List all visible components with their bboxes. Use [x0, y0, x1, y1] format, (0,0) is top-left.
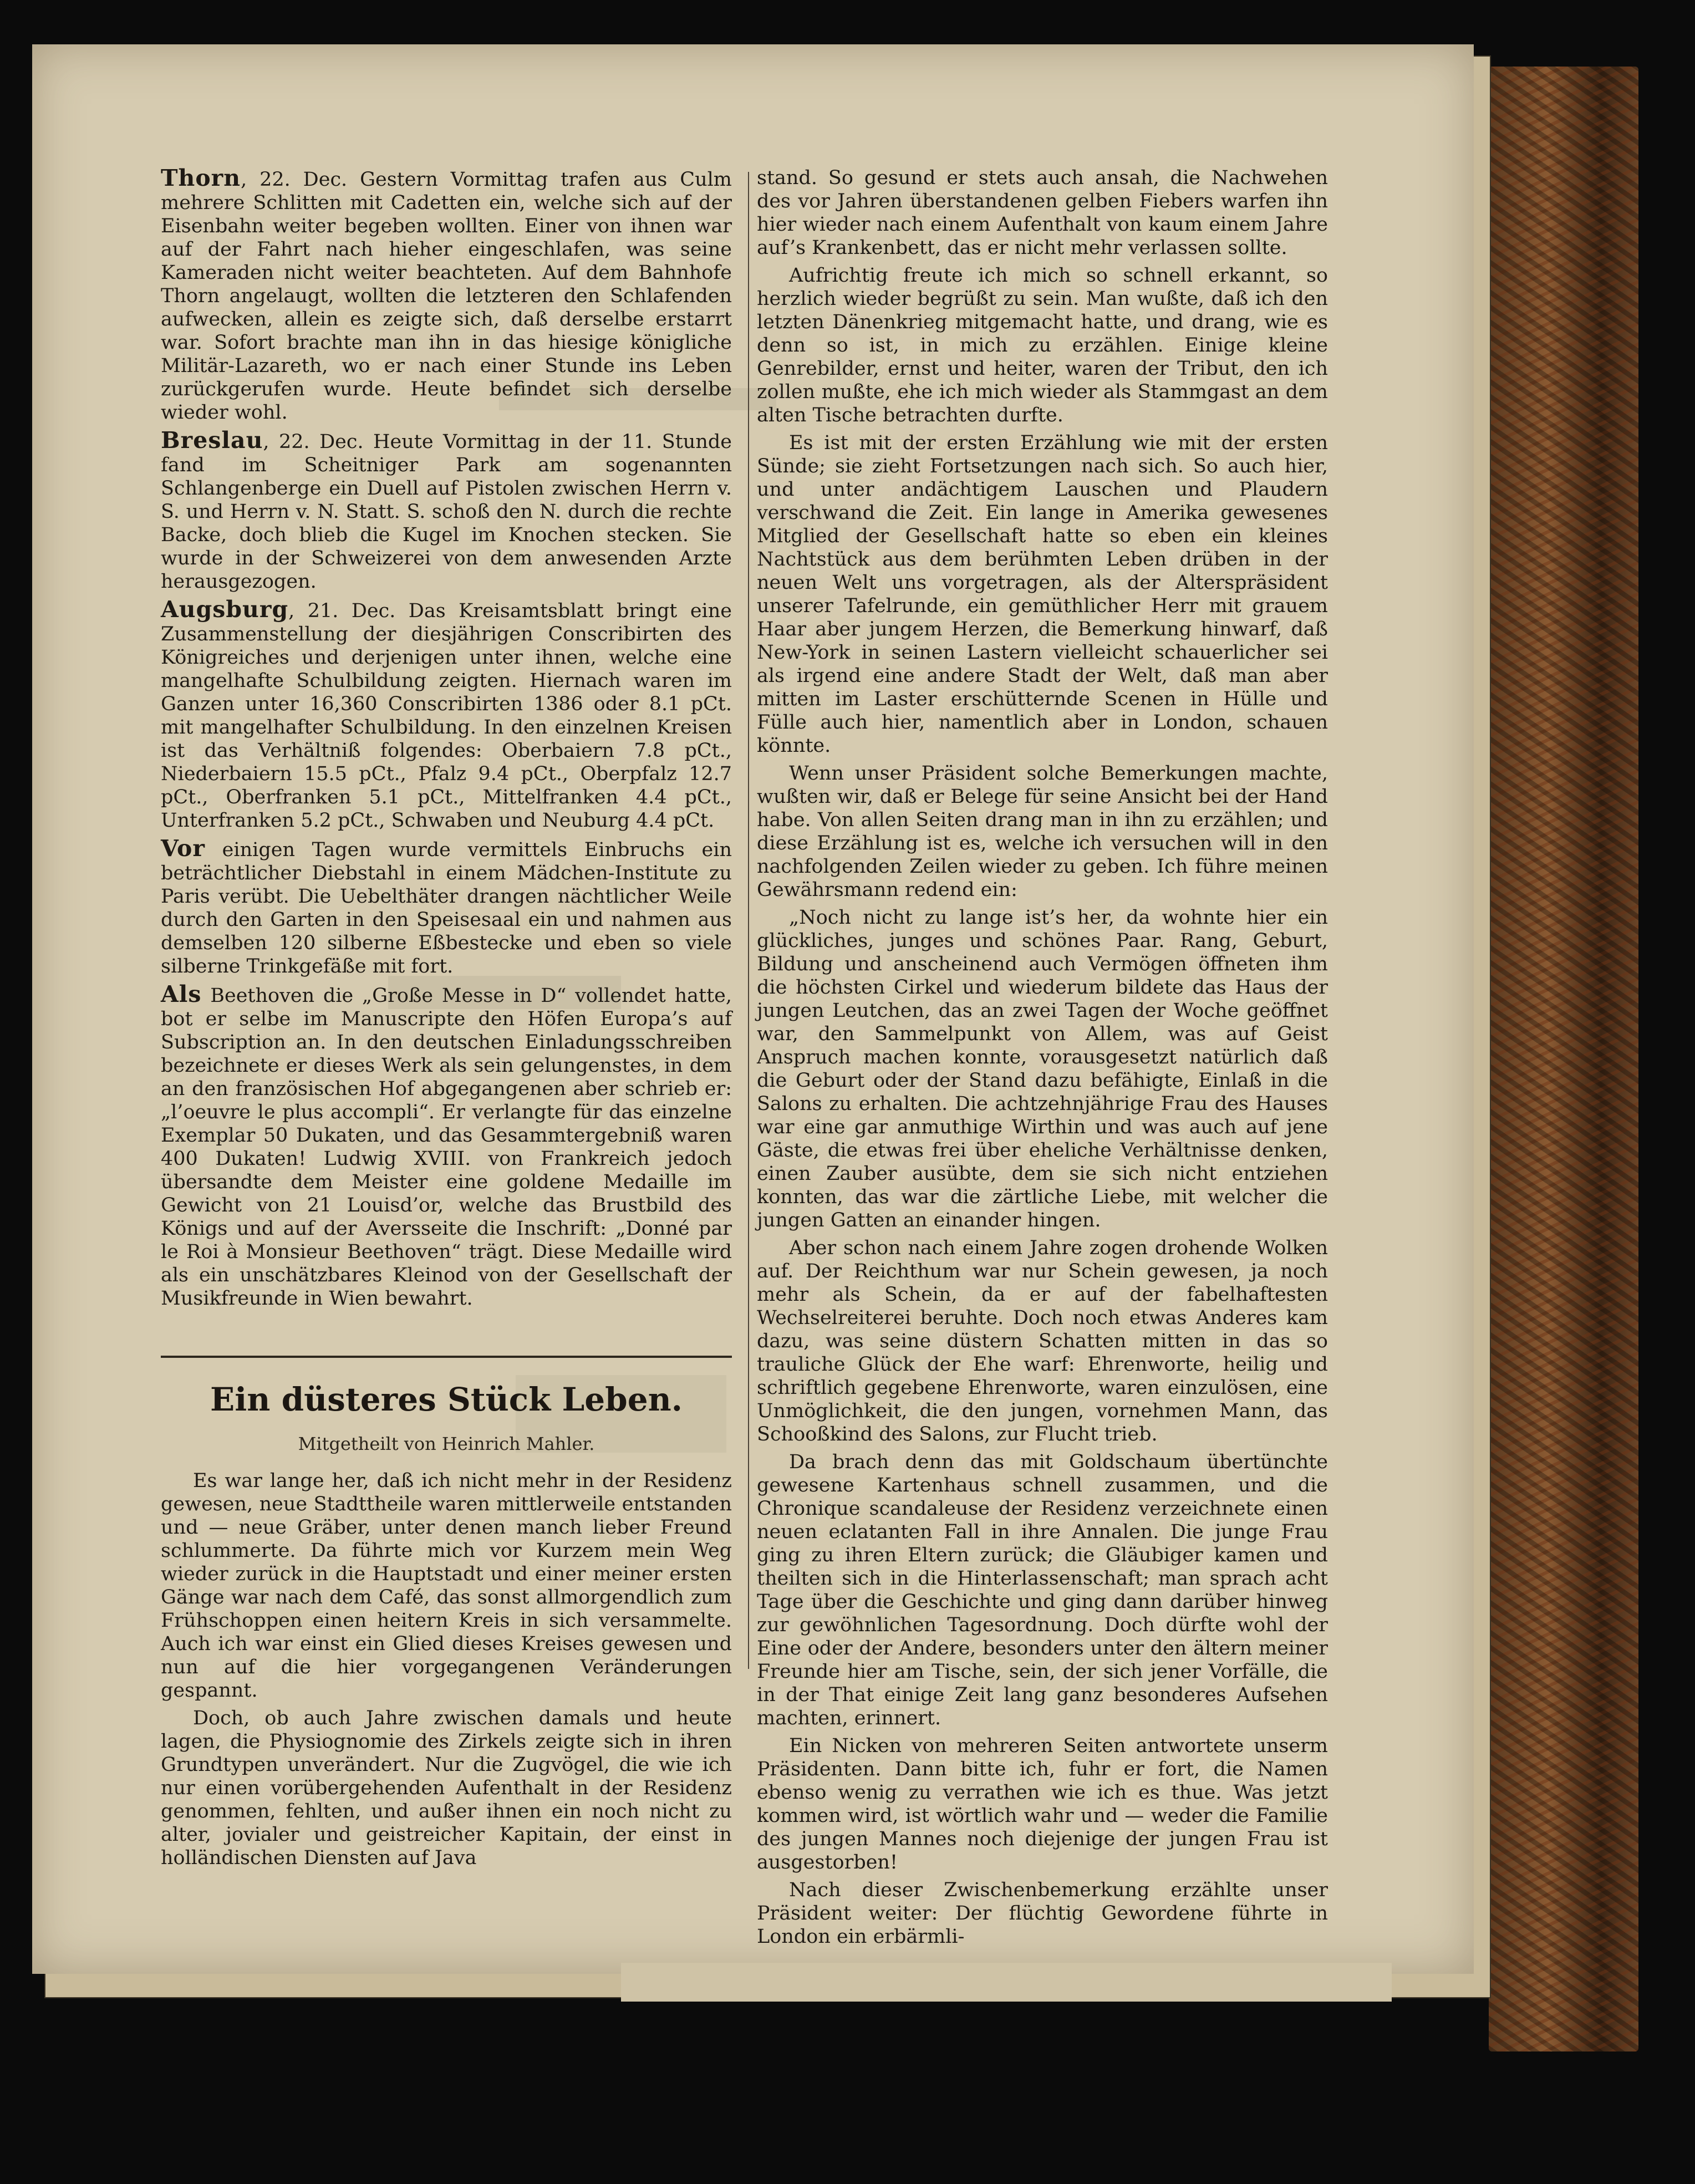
story-paragraph: Es war lange her, daß ich nicht mehr in der Residenz gewesen, neue Stadttheile waren mittlerweile entstanden und — neue Gräber, unter denen manch lieber Freund schlummerte. Da führte mich vor Kurzem mein Weg wieder zurück in die Hauptstadt und einer meiner ersten Gänge war nach dem Café, das sonst allmorgendlich zum Frühschoppen einen heitern Kreis in sich versammelte. Auch ich war einst ein Glied dieses Kreises gewesen und nun auf die hier vorgegangenen Veränderungen gespannt.	[161, 1470, 732, 1702]
news-item-beethoven	[161, 982, 732, 1310]
section-rule	[161, 1356, 732, 1358]
story-paragraph: Ein Nicken von mehreren Seiten antwortete unserm Präsidenten. Dann bitte ich, fuhr er fort, die Namen ebenso wenig zu verrathen wie ich es thue. Was jetzt kommen wird, ist wörtlich wahr und — weder die Familie des jungen Mannes noch diejenige der jungen Frau ist ausgestorben!	[757, 1735, 1328, 1874]
story-paragraph: Nach dieser Zwischenbemerkung erzählte unser Präsident weiter: Der flüchtig Gewordene führte in London ein erbärmli-	[757, 1879, 1328, 1948]
news-item-paris-theft	[161, 837, 732, 978]
news-item-text: , 21. Dec. Das Kreisamtsblatt bringt eine Zusammenstellung der diesjährigen Conscribirten des Königreiches und derjenigen unter ihnen, welche eine mangelhafte Schulbildung zeigten. Hiernach waren im Ganzen unter 16,360 Conscribirten 1386 oder 8.1 pCt. mit mangelhafter Schulbildung. In den einzelnen Kreisen ist das Verhältniß folgendes: Oberbaiern 7.8 pCt., Niederbaiern 15.5 pCt., Pfalz 9.4 pCt., Oberpfalz 12.7 pCt., Oberfranken 5.1 pCt., Mittelfranken 4.4 pCt., Unterfranken 5.2 pCt., Schwaben und Neuburg 4.4 pCt.	[161, 600, 732, 832]
story-right-column	[757, 166, 1328, 1953]
news-item-thorn	[161, 166, 732, 424]
page-bottom-fold	[621, 1963, 1392, 2002]
story-paragraph: Aufrichtig freute ich mich so schnell erkannt, so herzlich wieder begrüßt zu sein. Man wußte, daß ich den letzten Dänenkrieg mitgemacht hatte, und drang, wie es denn so ist, in mich zu erzählen. Einige kleine Genrebilder, ernst und heiter, waren der Tribut, den ich zollen mußte, ehe ich mich wieder als Stammgast an dem alten Tische betrachten durfte.	[757, 264, 1328, 426]
story-paragraph: Aber schon nach einem Jahre zogen drohende Wolken auf. Der Reichthum war nur Schein gewesen, ja noch mehr als Schein, da er auf der fabelhaftesten Wechselreiterei beruhte. Doch noch etwas Anderes kam dazu, was seine düstern Schatten mitten in das so trauliche Glück der Ehe warf: Ehrenworte, heilig und schriftlich gegebene Ehrenworte, waren einzulösen, eine Unmöglichkeit, die den jungen, vornehmen Mann, das Schooßkind des Salons, zur Flucht trieb.	[757, 1237, 1328, 1445]
news-item-text: einigen Tagen wurde vermittels Einbruchs ein beträchtlicher Diebstahl in einem Mädchen-Institute zu Paris verübt. Die Uebelthäter drangen nächtlicher Weile durch den Garten in den Speisesaal ein und nahmen aus demselben 120 silberne Eßbestecke und eben so viele silberne Trinkgefäße mit fort.	[161, 839, 732, 978]
news-item-place: Breslau	[161, 427, 263, 454]
story-paragraph: Es ist mit der ersten Erzählung wie mit der ersten Sünde; sie zieht Fortsetzungen nach sich. So auch hier, und unter andächtigem Lauschen und Plaudern verschwand die Zeit. Ein lange in Amerika gewesenes Mitglied der Gesellschaft hatte so eben ein kleines Nachtstück aus dem berühmten Leben drüben in der neuen Welt uns vorgetragen, als der Alterspräsident unserer Tafelrunde, ein gemüthlicher Herr mit grauem Haar aber jungem Herzen, die Bemerkung hinwarf, daß New-York in seinen Lastern vielleicht schauerlicher sei als irgend eine andere Stadt der Welt, daß man aber mitten im Laster erschütternde Scenen in Hülle und Fülle auch hier, namentlich aber in London, schauen könnte.	[757, 432, 1328, 757]
story-paragraph: „Noch nicht zu lange ist’s her, da wohnte hier ein glückliches, junges und schönes Paar. Rang, Geburt, Bildung und anscheinend auch Vermögen öffneten ihm die höchsten Cirkel und wiederum bildete das Haus der jungen Leutchen, das an zwei Tagen der Woche geöffnet war, den Sammelpunkt von Allem, was auf Geist Anspruch machen konnte, vorausgesetzt natürlich daß die Geburt oder der Stand dazu befähigte, Einlaß in die Salons zu erhalten. Die achtzehnjährige Frau des Hauses war eine gar anmuthige Wirthin und was auch auf jene Gäste, die etwas frei über eheliche Verhältnisse denken, einen Zauber ausübte, dem sie sich nicht entziehen konnten, das war die zärtliche Liebe, mit welcher die jungen Gatten an einander hingen.	[757, 907, 1328, 1231]
left-news-column	[161, 166, 732, 1315]
news-item-breslau	[161, 429, 732, 593]
news-item-augsburg	[161, 598, 732, 832]
news-item-place: Thorn	[161, 165, 241, 191]
story-paragraph: Doch, ob auch Jahre zwischen damals und heute lagen, die Physiognomie des Zirkels zeigte sich in ihren Grundtypen unverändert. Nur die Zugvögel, die wie ich nur einen vorübergehenden Aufenthalt in der Residenz genommen, fehlten, und außer ihnen ein noch nicht zu alter, jovialer und geistreicher Kapitain, der einst in holländischen Diensten auf Java	[161, 1707, 732, 1869]
news-item-lead-word: Vor	[161, 835, 205, 862]
story-title: Ein düsteres Stück Leben.	[210, 1381, 683, 1418]
story-byline: Mitgetheilt von Heinrich Mahler.	[298, 1433, 595, 1454]
story-paragraph: stand. So gesund er stets auch ansah, die Nachwehen des vor Jahren überstandenen gelben Fiebers warfen ihn hier wieder nach einem Aufenthalt von kaum einem Jahre auf’s Krankenbett, das er nicht mehr verlassen sollte.	[757, 167, 1328, 259]
news-item-text: Beethoven die „Große Messe in D“ vollendet hatte, bot er selbe im Manuscripte den Höfen Europa’s auf Subscription an. In den deutschen Einladungsschreiben bezeichnete er dieses Werk als sein gelungenstes, in dem an den französischen Hof abgegangenen aber schrieb er: „l’oeuvre le plus accompli“. Er verlangte für das einzelne Exemplar 50 Dukaten, und das Gesammtergebniß waren 400 Dukaten! Ludwig XVIII. von Frankreich jedoch übersandte dem Meister eine goldene Medaille im Gewicht von 21 Louisd’or, welche das Brustbild des Königs und auf der Aversseite die Inschrift: „Donné par le Roi à Monsieur Beethoven“ trägt. Diese Medaille wird als ein unschätzbares Kleinod von der Gesellschaft der Musikfreunde in Wien bewahrt.	[161, 985, 732, 1310]
column-divider	[748, 172, 749, 1669]
story-paragraph: Wenn unser Präsident solche Bemerkungen machte, wußten wir, daß er Belege für seine Ansicht bei der Hand habe. Von allen Seiten drang man in ihn zu erzählen; und diese Erzählung ist es, welche ich versuchen will in den nachfolgenden Zeilen wieder zu geben. Ich führe meinen Gewährsmann redend ein:	[757, 762, 1328, 901]
news-item-text: , 22. Dec. Gestern Vormittag trafen aus Culm mehrere Schlitten mit Cadetten ein, welche sich auf der Eisenbahn weiter begeben wollten. Einer von ihnen war auf der Fahrt nach hieher eingeschlafen, was seine Kameraden nicht weiter beachteten. Auf dem Bahnhofe Thorn angelaugt, wollten die letzteren den Schlafenden aufwecken, allein es zeigte sich, daß derselbe erstarrt war. Sofort brachte man ihn in das hiesige königliche Militär-Lazareth, wo er nach einer Stunde ins Leben zurückgerufen wurde. Heute befindet sich derselbe wieder wohl.	[161, 169, 732, 424]
story-left-column	[161, 1469, 732, 1874]
news-item-text: , 22. Dec. Heute Vormittag in der 11. Stunde fand im Scheitniger Park am sogenannten Schlangenberge ein Duell auf Pistolen zwischen Herrn v. S. und Herrn v. N. Statt. S. schoß den N. durch die rechte Backe, doch blieb die Kugel im Knochen stecken. Sie wurde in der Schweizerei von dem anwesenden Arzte herausgezogen.	[161, 431, 732, 593]
news-item-lead-word: Als	[161, 981, 202, 1007]
book-binding	[1489, 67, 1638, 2051]
news-item-place: Augsburg	[161, 596, 289, 623]
story-paragraph: Da brach denn das mit Goldschaum übertünchte gewesene Kartenhaus schnell zusammen, und die Chronique scandaleuse der Residenz verzeichnete einen neuen eclatanten Fall in ihre Annalen. Die junge Frau ging zu ihren Eltern zurück; die Gläubiger kamen und theilten sich in die Hinterlassenschaft; man sprach acht Tage über die Geschichte und ging dann darüber hinweg zur gewöhnlichen Tagesordnung. Doch dürfte wohl der Eine oder der Andere, besonders unter den ältern meiner Freunde hier am Tische, sein, der sich jener Vorfälle, die in der That einige Zeit lang ganz besonderes Aufsehen machten, erinnert.	[757, 1451, 1328, 1729]
